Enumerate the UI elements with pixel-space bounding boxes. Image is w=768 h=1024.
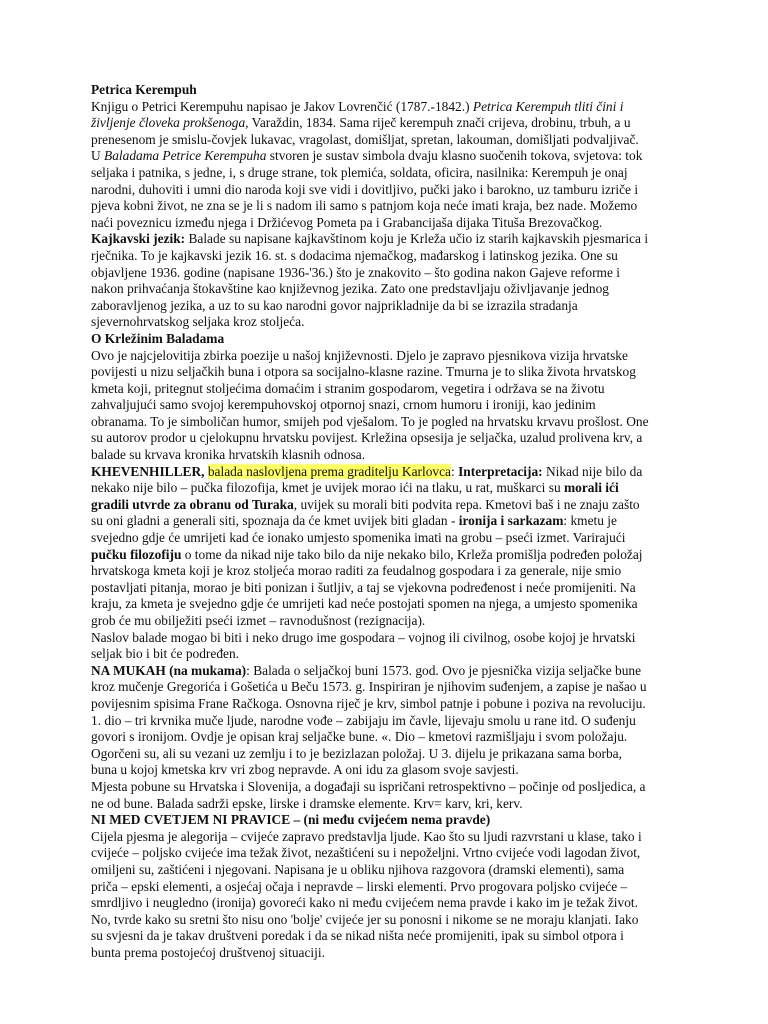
bold-phrase: pučku filozofiju xyxy=(91,546,182,562)
bold-phrase: ironija i sarkazam xyxy=(458,513,564,529)
paragraph-kajkavski xyxy=(91,231,651,331)
italic-balade-title: Baladama Petrice Kerempuha xyxy=(104,148,267,164)
heading-petrica-kerempuh: Petrica Kerempuh xyxy=(91,82,197,97)
text-run: o tome da nikad nije tako bilo da nije nekako bilo, Krleža promišlja podređen položaj hrvatskoga kmeta koji je kroz stoljeća morao raditi za feudalnog gospodara i za generale, nije smio postavljati pitanja, morao je biti ponizan i šutljiv, a taj se vjekovna podređenost i neće promijeniti. Na kraju, za kmeta je svejedno gdje će umrijeti kad neće postojati spomen na njega, a umjesto spomenika grob će mu obilježiti pseći izmet – ravnodušnost (rezignacija). xyxy=(91,546,643,628)
italic-book-title: Petrica Kerempuh tliti čini i življenje človeka prokšenoga, xyxy=(91,98,624,131)
label-khevenhiller: KHEVENHILLER, xyxy=(91,463,205,479)
text-run: , uvijek su morali biti podvita repa. Kmetovi baš i ne znaju zašto su oni gladni a generali siti, spoznaja da će kmet uvijek biti gladan - xyxy=(91,496,640,529)
text-run: Balade su napisane kajkavštinom koju je Krleža učio iz starih kajkavskih pjesmarica i rječnika. To je kajkavski jezik 16. st. s dodacima njemačkog, mađarskog i latinskog jezika. One su objavljene 1936. godine (napisane 1936-'36.) što je znakovito – što godina nakon Gajeve reforme i nakon prihvaćanja štokavštine kao književnog jezika. Zato one predstavljaju oživljavanje jednog zaboravljenog jezika, a uz to su kao narodni govor najprikladnije da bi se izrazila stradanja sjevernohrvatskog seljaka kroz stoljeća. xyxy=(91,231,649,330)
highlighted-text: balada naslovljena prema graditelju Karlovca xyxy=(207,463,452,479)
text-run: Nikad nije bilo da nekako nije bilo – pučka filozofija, kmet je uvijek morao ići na tlaku, u rat, muškarci su xyxy=(91,463,643,496)
paragraph-cvetjem: Cijela pjesma je alegorija – cvijeće zapravo predstavlja ljude. Kao što su ljudi razvrstani u klase, tako i cvijeće – poljsko cvijeće ima težak život, nezaštićeni su i nepoželjni. Vrtno cvijeće vodi lagodan život, omiljeni su, zaštićeni i njegovani. Napisana je u obliku njihova razgovora (dramski elementi), sama priča – epski elementi, a osjećaj očaja i nepravde – lirski elementi. Prvo progovara poljsko cvijeće – smrdljivo i neugledno (ironija) govoreći kako ni među cvijećem nema pravde i kako im je težak život. No, tvrde kako su sretni što nisu ono 'bolje' cvijeće jer su ponosni i nikome se ne moraju klanjati. Iako su svjesni da je takav društveni poredak i da se nikad ništa neće promijeniti, ipak su simbol otpora i bunta prema postojećoj društvenoj situaciji. xyxy=(91,828,642,960)
paragraph-mjesta-pobune: Mjesta pobune su Hrvatska i Slovenija, a događaji su ispričani retrospektivno – počinje od posljedica, a ne od bune. Balada sadrži epske, lirske i dramske elemente. Krv= karv, kri, kerv. xyxy=(91,778,646,811)
text-run: Varaždin, 1834. Sama riječ kerempuh znači crijeva, drobinu, trbuh, a u prenesenom je smislu-čovjek lukavac, vragolast, domišljat, spretan, lakouman, domišljati podvaljivač. U xyxy=(91,115,639,164)
text-run: stvoren je sustav simbola dvaju klasno suočenih tokova, svjetova: tok seljaka i patnika, s jedne, i, s druge strane, tok plemića, soldata, oficira, nasilnika: Kerempuh je onaj narodni, duhoviti i umni dio naroda koji sve vidi i dovitljivo, pučki jako i barokno, uz tamburu izriče i pjeva kobni život, ne zna se je li s nadom ili samo s patnjom koja neće imati kraja, bez nade. Možemo naći poveznicu između njega i Držićevog Pometa pa i Grabancijaša dijaka Tituša Brezovačkog. xyxy=(91,148,643,230)
paragraph-naslov: Naslov balade mogao bi biti i neko drugo ime gospodara – vojnog ili civilnog, osobe kojoj je hrvatski seljak bio i bit će podređen. xyxy=(91,629,636,662)
text-run: : xyxy=(451,463,459,479)
document-page xyxy=(91,82,651,961)
text-run: : kmetu je svejedno gdje će umrijeti kad će ionako umjesto spomenika imati na grobu – pseći izmet. Varirajući xyxy=(91,513,626,546)
text-run: Knjigu o Petrici Kerempuhu napisao je Jakov Lovrenčić (1787.-1842.) xyxy=(91,98,473,114)
heading-ni-med-cvetjem: NI MED CVETJEM NI PRAVICE – (ni među cvijećem nema pravde) xyxy=(91,812,491,828)
bold-phrase: morali ići gradili utvrde za obranu od Turaka xyxy=(91,480,619,512)
text-run: : Balada o seljačkoj buni 1573. god. Ovo je pjesnička vizija seljačke bune kroz mučenje Gregorića i Gošetića u Beču 1573. g. Inspiriran je njihovim suđenjem, a zapise je našao u povijesnim spisima Frane Račkoga. Osnovna riječ je krv, simbol patnje i pobune i poziva na revoluciju. 1. dio – tri krvnika muče ljude, narodne vođe – zabijaju im čavle, lijevaju smolu u rane itd. O suđenju govori s ironijom. Ovdje je opisan kraj seljačke bune. «. Dio – kmetovi razmišljaju i svom položaju. Ogorčeni su, ali su vezani uz zemlju i to je bezizlazan položaj. U 3. dijelu je prikazana sama borba, buna u kojoj kmetska krv vri zbog nepravde. A oni idu za glasom svoje savjesti. xyxy=(91,662,647,778)
label-kajkavski-jezik: Kajkavski jezik: xyxy=(91,231,186,247)
heading-o-krlezinim-baladama: O Krležinim Baladama xyxy=(91,330,225,346)
paragraph-khevenhiller xyxy=(91,464,651,630)
label-interpretacija: Interpretacija: xyxy=(458,463,543,479)
paragraph-intro xyxy=(91,99,651,232)
label-na-mukah: NA MUKAH (na mukama) xyxy=(91,662,247,678)
paragraph-baladama: Ovo je najcjelovitija zbirka poezije u našoj književnosti. Djelo je zapravo pjesnikova vizija hrvatske povijesti u nizu seljačkih buna i otpora sa socijalno-klasne razine. Tmurna je to slika života hrvatskog kmeta koji, pritegnut stoljećima domaćim i stranim gospodarom, vegetira i održava se na životu zahvaljujući samo svojoj kerempuhovskoj otpornoj snazi, crnom humoru i ironiji, kao jedinim obranama. To je simboličan humor, smijeh pod vješalom. To je pogled na hrvatsku krvavu prošlost. One su autorov prodor u cjelokupnu hrvatsku povijest. Krležina opsesija je seljačka, uzalud prolivena krv, a balade su krvava kronika hrvatskih klasnih odnosa. xyxy=(91,347,649,463)
paragraph-na-mukah xyxy=(91,663,651,779)
